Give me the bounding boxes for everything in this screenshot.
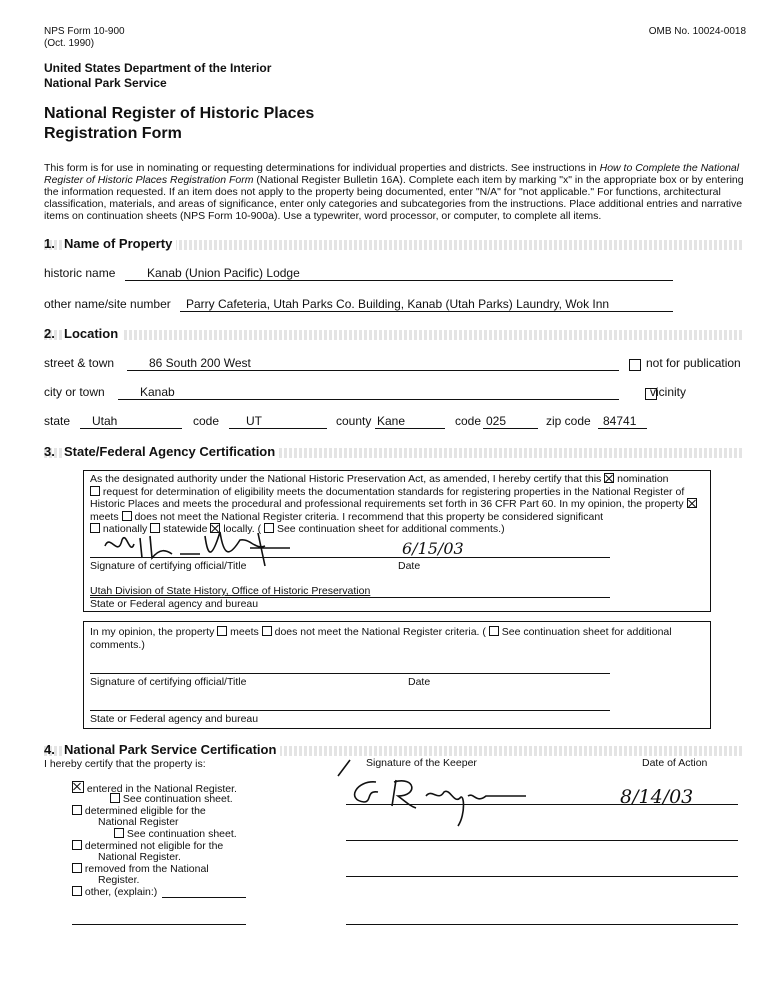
form-instructions: This form is for use in nominating or requesting determinations for individual properties and districts. See instructions in How to Complete the National Register of Historic Places Registration Form (National Register Bulletin 16A). Complete each item by marking "x" in the appropriate box or by entering the information requested. If an item does not apply to the property being documented, enter "N/A" for "not applicable." For functions, architectural classification, materials, and areas of significance, enter only categories and subcategories from the instructions. Place additional entries and narrative items on continuation sheets (NPS Form 10-900a). Use a typewriter, word processor, or computer, to complete all items.: [44, 162, 744, 222]
opinion-see-continuation-checkbox[interactable]: [489, 626, 499, 636]
removed-checkbox[interactable]: [72, 863, 82, 873]
vicinity-label: vicinity: [650, 385, 687, 399]
agency-line-1: United States Department of the Interior: [44, 61, 272, 75]
state-certification-text: As the designated authority under the National Historic Preservation Act, as amended, I hereby certify that this nomination request for determination of eligibility meets the documentation standards for registering properties in the National Register of Historic Places and meets the procedural and professional requirements set forth in 36 CFR Part 60. In my opinion, the property meets does not meet the National Register criteria. I recommend that this property be considered significant nationally statewide locally. ( See continuation sheet for additional comments.): [90, 473, 702, 536]
eligible-checkbox[interactable]: [72, 805, 82, 815]
entered-checkbox[interactable]: [72, 781, 84, 793]
section-1-header: 1. Name of Property: [44, 236, 744, 252]
state-code-label: code: [193, 414, 220, 428]
historic-name-label: historic name: [44, 266, 116, 280]
section-3-title: State/Federal Agency Certification: [64, 444, 279, 459]
commenting-date-label: Date: [408, 676, 431, 688]
does-not-meet-checkbox[interactable]: [122, 511, 132, 521]
form-title-line-1: National Register of Historic Places: [44, 105, 315, 122]
not-for-publication-label: not for publication: [646, 356, 741, 370]
state-signature-label: Signature of certifying official/Title: [90, 560, 247, 572]
state-signature-date: 6/15/03: [402, 539, 464, 558]
state-code-field[interactable]: UT: [246, 414, 262, 428]
opinion-does-not-meet-checkbox[interactable]: [262, 626, 272, 636]
section-2-header: 2. Location: [44, 326, 744, 342]
date-of-action-label: Date of Action: [642, 757, 708, 769]
state-agency-field[interactable]: Utah Division of State History, Office of Historic Preservation: [90, 585, 371, 597]
zip-label: zip code: [546, 414, 591, 428]
removed-option: removed from the National: [72, 863, 209, 875]
form-title-line-2: Registration Form: [44, 125, 182, 142]
other-name-field[interactable]: Parry Cafeteria, Utah Parks Co. Building, Kanab (Utah Parks) Laundry, Wok Inn: [186, 297, 610, 311]
not-eligible-option: determined not eligible for the: [72, 840, 223, 852]
county-code-label: code: [455, 414, 482, 428]
omb-number: OMB No. 10024-0018: [648, 26, 746, 37]
form-date: (Oct. 1990): [44, 38, 95, 49]
section-4-title: National Park Service Certification: [64, 742, 280, 757]
removed-option-line2: Register.: [98, 874, 140, 886]
not-eligible-option-line2: National Register.: [98, 851, 181, 863]
state-agency-label: State or Federal agency and bureau: [90, 598, 259, 610]
eligible-continuation-option: See continuation sheet.: [114, 828, 237, 840]
city-field[interactable]: Kanab: [140, 385, 175, 399]
street-field[interactable]: 86 South 200 West: [149, 356, 251, 370]
opinion-meets-checkbox[interactable]: [217, 626, 227, 636]
nationally-checkbox[interactable]: [90, 523, 100, 533]
entered-continuation-checkbox[interactable]: [110, 793, 120, 803]
state-date-label: Date: [398, 560, 421, 572]
state-field[interactable]: Utah: [92, 414, 118, 428]
historic-name-field[interactable]: Kanab (Union Pacific) Lodge: [147, 266, 300, 280]
not-eligible-checkbox[interactable]: [72, 840, 82, 850]
commenting-signature-label: Signature of certifying official/Title: [90, 676, 247, 688]
other-checkbox[interactable]: [72, 886, 82, 896]
agency-line-2: National Park Service: [44, 76, 167, 90]
eligible-option-line2: National Register: [98, 816, 179, 828]
form-number: NPS Form 10-900: [44, 26, 125, 37]
keeper-signature-label: Signature of the Keeper: [366, 757, 477, 769]
other-option: other, (explain:): [72, 886, 157, 898]
meets-checkbox[interactable]: [687, 498, 697, 508]
date-of-action-value: 8/14/03: [620, 786, 694, 808]
eligibility-request-checkbox[interactable]: [90, 486, 100, 496]
street-label: street & town: [44, 356, 115, 370]
county-code-field[interactable]: 025: [486, 414, 507, 428]
section-4-header: 4. National Park Service Certification: [44, 742, 744, 758]
section-2-title: Location: [64, 326, 122, 341]
section-3-header: 3. State/Federal Agency Certification: [44, 444, 744, 460]
section-1-title: Name of Property: [64, 236, 176, 251]
handwritten-signature-keeper: [336, 752, 536, 832]
entered-option: entered in the National Register.: [72, 781, 237, 795]
commenting-agency-label: State or Federal agency and bureau: [90, 713, 259, 725]
city-label: city or town: [44, 385, 105, 399]
not-for-publication-checkbox[interactable]: [629, 359, 641, 371]
eligible-option: determined eligible for the: [72, 805, 206, 817]
county-field[interactable]: Kane: [377, 414, 406, 428]
county-label: county: [336, 414, 372, 428]
zip-field[interactable]: 84741: [603, 414, 637, 428]
nps-certify-intro: I hereby certify that the property is:: [44, 758, 206, 770]
state-label: state: [44, 414, 71, 428]
entered-continuation-option: See continuation sheet.: [110, 793, 233, 805]
eligible-continuation-checkbox[interactable]: [114, 828, 124, 838]
nomination-checkbox[interactable]: [604, 473, 614, 483]
opinion-text: In my opinion, the property meets does not meet the National Register criteria. ( See continuation sheet for additional comments.): [90, 626, 672, 651]
other-name-label: other name/site number: [44, 297, 171, 311]
